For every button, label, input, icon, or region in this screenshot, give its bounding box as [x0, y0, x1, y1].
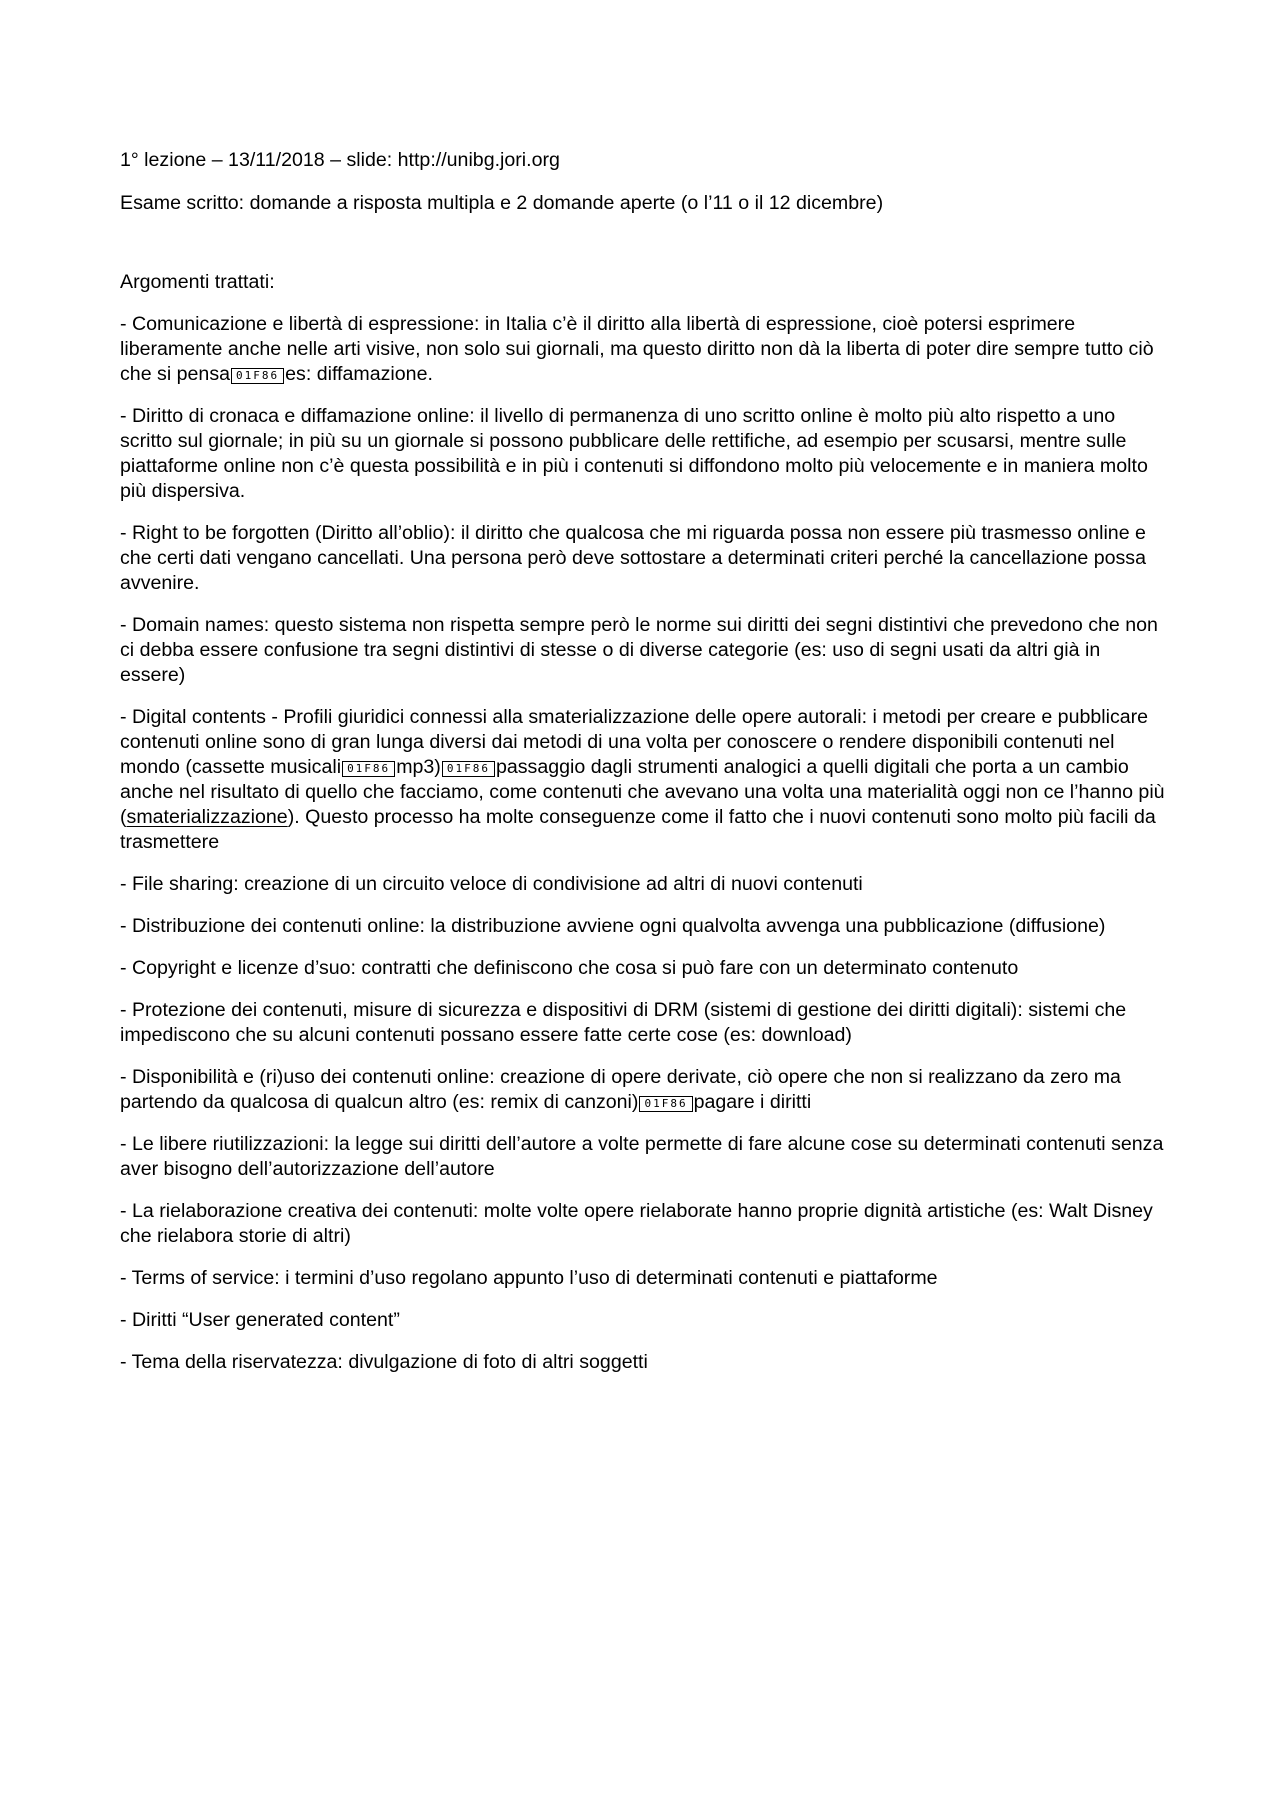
- topic-rielaborazione-creativa: - La rielaborazione creativa dei contenuti: molte volte opere rielaborate hanno proprie dignità artistiche (es: Walt Disney che rielabora storie di altri): [120, 1200, 1159, 1247]
- topic-disponibilita-riuso: - Disponibilità e (ri)uso dei contenuti online: creazione di opere derivate, ciò opere che non si realizzano da zero ma partendo da qualcosa di qualcun altro (es: remix di canzoni) 01F86 pagare i diritti: [120, 1066, 1127, 1113]
- document-page: [120, 148, 1170, 1375]
- topic-right-to-be-forgotten: - Right to be forgotten (Diritto all’oblio): il diritto che qualcosa che mi riguarda possa non essere più trasmesso online e che certi dati vengano cancellati. Una persona però deve sottostare a determinati criteri perché la cancellazione possa avvenire.: [120, 522, 1152, 594]
- lesson-header: 1° lezione – 13/11/2018 – slide: http://unibg.jori.org: [120, 149, 560, 171]
- topic-protezione-drm: - Protezione dei contenuti, misure di sicurezza e dispositivi di DRM (sistemi di gestione dei diritti digitali): sistemi che impediscono che su alcuni contenuti possano essere fatte certe cose (es: download): [120, 999, 1132, 1046]
- topic-domain-names: - Domain names: questo sistema non rispetta sempre però le norme sui diritti dei segni distintivi che prevedono che non ci debba essere confusione tra segni distintivi di stesse o di diverse categorie (es: uso di segni usati da altri già in essere): [120, 614, 1164, 686]
- topics-list: [120, 312, 1170, 1375]
- topic-terms-of-service: - Terms of service: i termini d’uso regolano appunto l’uso di determinati contenuti e piattaforme: [120, 1267, 938, 1289]
- missing-glyph-arrow-icon: 01F86: [442, 761, 495, 777]
- underlined-term: smaterializzazione: [126, 806, 288, 828]
- topic-digital-contents: - Digital contents - Profili giuridici connessi alla smaterializzazione delle opere autorali: i metodi per creare e pubblicare contenuti online sono di gran lunga diversi dai metodi di una volta per conoscere o rendere disponibili contenuti nel mondo (cassette musicali 01F86 mp3) 01F86 passaggio dagli strumenti analogici a quelli digitali che porta a un cambio anche nel risultato di quello che facciamo, come contenuti che avevano una volta una materialità oggi non ce l’hanno più (smaterializzazione). Questo processo ha molte conseguenze come il fatto che i nuovi contenuti sono molto più facili da trasmettere: [120, 706, 1171, 853]
- topic-libere-riutilizzazioni: - Le libere riutilizzazioni: la legge sui diritti dell’autore a volte permette di fare alcune cose su determinati contenuti senza aver bisogno dell’autorizzazione dell’autore: [120, 1133, 1169, 1180]
- topic-comunicazione: - Comunicazione e libertà di espressione: in Italia c’è il diritto alla libertà di espressione, cioè potersi esprimere liberamente anche nelle arti visive, non solo sui giornali, ma questo diritto non dà la liberta di poter dire sempre tutto ciò che si pensa 01F86 es: diffamazione.: [120, 313, 1160, 385]
- topic-distribuzione: - Distribuzione dei contenuti online: la distribuzione avviene ogni qualvolta avvenga una pubblicazione (diffusione): [120, 915, 1106, 937]
- missing-glyph-arrow-icon: 01F86: [639, 1096, 692, 1112]
- topic-copyright: - Copyright e licenze d’suo: contratti che definiscono che cosa si può fare con un determinato contenuto: [120, 957, 1019, 979]
- missing-glyph-arrow-icon: 01F86: [342, 761, 395, 777]
- topic-riservatezza: - Tema della riservatezza: divulgazione di foto di altri soggetti: [120, 1351, 648, 1373]
- topics-heading: Argomenti trattati:: [120, 271, 275, 293]
- topic-user-generated-content: - Diritti “User generated content”: [120, 1309, 400, 1331]
- exam-info: Esame scritto: domande a risposta multipla e 2 domande aperte (o l’11 o il 12 dicembre): [120, 192, 884, 214]
- missing-glyph-arrow-icon: 01F86: [231, 368, 284, 384]
- topic-file-sharing: - File sharing: creazione di un circuito veloce di condivisione ad altri di nuovi contenuti: [120, 873, 863, 895]
- topic-diritto-cronaca: - Diritto di cronaca e diffamazione online: il livello di permanenza di uno scritto online è molto più alto rispetto a uno scritto sul giornale; in più su un giornale si possono pubblicare delle rettifiche, ad esempio per scusarsi, mentre sulle piattaforme online non c’è questa possibilità e in più i contenuti si diffondono molto più velocemente e in maniera molto più dispersiva.: [120, 405, 1154, 502]
